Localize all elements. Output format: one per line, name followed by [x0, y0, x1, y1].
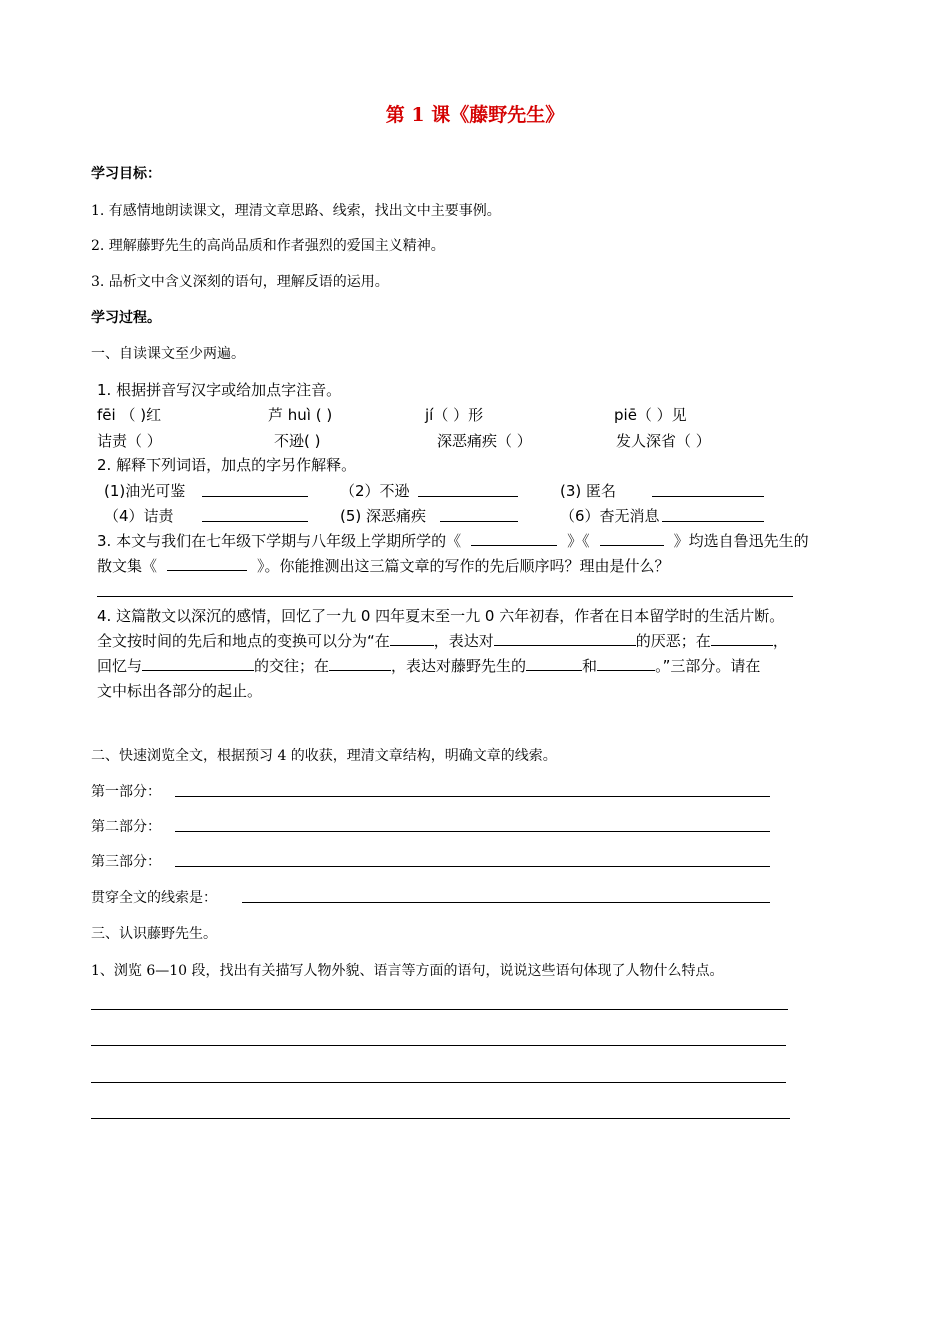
q4-blank-7[interactable] — [597, 656, 655, 671]
q4-blank-5[interactable] — [329, 656, 391, 671]
q2-row2-a-line[interactable] — [202, 521, 308, 522]
q3-blank-3[interactable] — [167, 556, 247, 571]
q2-row2-a: （4）诘责 — [104, 507, 174, 525]
part3-heading: 三、认识藤野先生。 — [91, 926, 217, 942]
q2-row1-b-line[interactable] — [418, 496, 518, 497]
q4-line3-b: 的交往；在 — [254, 657, 330, 675]
q1-row1-c: jí（ ）形 — [425, 406, 484, 424]
q4-line2-c: 的厌恶；在 — [635, 632, 711, 650]
q4-line3-e: 。”三部分。请在 — [655, 657, 761, 675]
part2-line-1[interactable] — [175, 796, 770, 797]
answer-line-2[interactable] — [91, 1045, 786, 1046]
q1-row1-a: fēi （ )红 — [97, 406, 162, 424]
q1-row2-b: 不逊( ) — [274, 432, 321, 450]
q4-line2-b: ，表达对 — [433, 632, 494, 650]
part3-q1: 1、浏览 6—10 段，找出有关描写人物外貌、语言等方面的语句，说说这些语句体现了人物什么特点。 — [91, 963, 724, 979]
part2-label-2: 第二部分： — [91, 819, 161, 835]
process-heading: 学习过程。 — [91, 310, 161, 326]
q4-line3-a: 回忆与 — [97, 657, 143, 675]
q4-blank-3[interactable] — [711, 631, 773, 646]
q2-text: 2. 解释下列词语，加点的字另作解释。 — [97, 456, 357, 474]
part1-heading: 一、自读课文至少两遍。 — [91, 346, 245, 362]
q4-line4: 文中标出各部分的起止。 — [97, 682, 263, 700]
q1-row1-d: piē（ ）见 — [614, 406, 687, 424]
goal-item-1: 1. 有感情地朗读课文，理清文章思路、线索，找出文中主要事例。 — [91, 203, 501, 219]
q4-line1: 4. 这篇散文以深沉的感情，回忆了一九 0 四年夏末至一九 0 六年初春，作者在日本留学时的生活片断。 — [97, 607, 785, 625]
q1-text: 1. 根据拼音写汉字或给加点字注音。 — [97, 381, 342, 399]
part2-label-3: 第三部分： — [91, 854, 161, 870]
answer-line-1[interactable] — [91, 1009, 788, 1010]
q3-line2-a: 散文集《 — [97, 557, 158, 575]
answer-line-3[interactable] — [91, 1082, 786, 1083]
part2-label-4: 贯穿全文的线索是： — [91, 890, 217, 906]
q1-row2-a: 诘责（ ） — [97, 432, 162, 450]
q4-line2-a: 全文按时间的先后和地点的变换可以分为“在 — [97, 632, 390, 650]
part2-line-2[interactable] — [175, 831, 770, 832]
part2-heading: 二、快速浏览全文，根据预习 4 的收获，理清文章结构，明确文章的线索。 — [91, 748, 557, 764]
q3-line2-b: 》。你能推测出这三篇文章的写作的先后顺序吗？理由是什么？ — [257, 557, 670, 575]
q2-row2-b: (5) 深恶痛疾 — [340, 507, 427, 525]
q1-row2-d: 发人深省（ ） — [616, 432, 711, 450]
part2-line-3[interactable] — [175, 866, 770, 867]
q3-line1-a: 3. 本文与我们在七年级下学期与八年级上学期所学的《 — [97, 532, 462, 550]
q3-line1-c: 》均选自鲁迅先生的 — [673, 532, 809, 550]
q4-line3 — [97, 655, 760, 676]
q4-line3-c: ，表达对藤野先生的 — [391, 657, 527, 675]
q3-line1 — [97, 530, 809, 551]
q2-row2-c-line[interactable] — [662, 521, 764, 522]
q4-blank-6[interactable] — [526, 656, 582, 671]
q1-row1-b: 芦 huì ( ) — [268, 406, 333, 424]
q4-blank-2[interactable] — [494, 631, 636, 646]
part2-line-4[interactable] — [242, 902, 770, 903]
goal-item-3: 3. 品析文中含义深刻的语句，理解反语的运用。 — [91, 274, 389, 290]
q3-line1-b: 》《 — [567, 532, 590, 550]
q2-row2-b-line[interactable] — [440, 521, 518, 522]
q2-row1-b: （2）不逊 — [340, 482, 410, 500]
q3-line2 — [97, 555, 670, 576]
q4-line2 — [97, 630, 788, 651]
q2-row1-a: (1)油光可鉴 — [104, 482, 186, 500]
goal-item-2: 2. 理解藤野先生的高尚品质和作者强烈的爱国主义精神。 — [91, 238, 445, 254]
q2-row1-c-line[interactable] — [652, 496, 764, 497]
q4-blank-4[interactable] — [142, 656, 254, 671]
q2-row2-c: （6）杳无消息 — [560, 507, 660, 525]
q2-row1-a-line[interactable] — [202, 496, 308, 497]
q4-blank-1[interactable] — [390, 631, 434, 646]
q4-line3-d: 和 — [582, 657, 598, 675]
q3-answer-line[interactable] — [97, 596, 793, 597]
goals-heading: 学习目标： — [91, 166, 161, 182]
part2-label-1: 第一部分： — [91, 784, 161, 800]
q2-row1-c: (3) 匿名 — [560, 482, 617, 500]
q3-blank-2[interactable] — [600, 531, 664, 546]
answer-line-4[interactable] — [91, 1118, 790, 1119]
q1-row2-c: 深恶痛疾（ ） — [437, 432, 532, 450]
page-title: 第 1 课《藤野先生》 — [385, 104, 565, 126]
q4-line2-d: ， — [772, 632, 788, 650]
q3-blank-1[interactable] — [471, 531, 557, 546]
